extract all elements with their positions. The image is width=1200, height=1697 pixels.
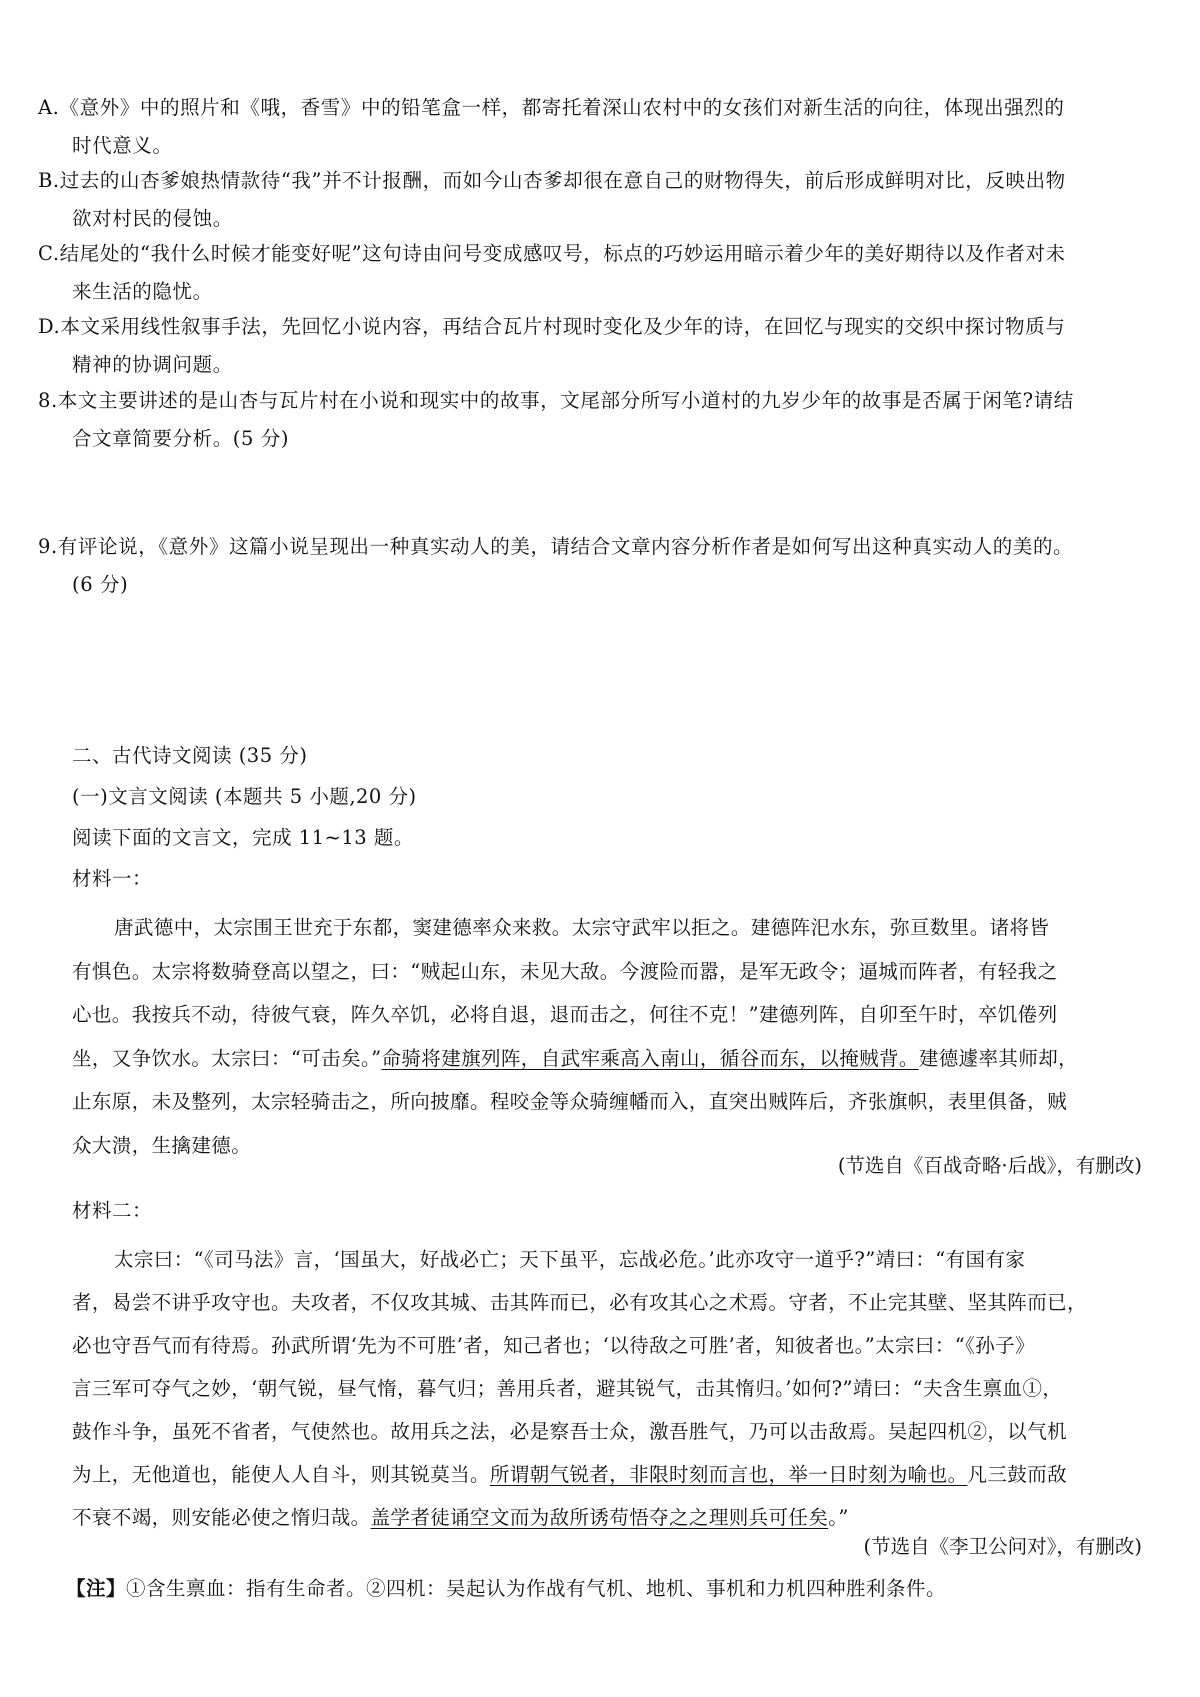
passage-text: 不衰不竭，则安能必使之惰归哉。 [72, 1506, 371, 1529]
option-c [38, 235, 1150, 311]
passage-line [72, 1453, 1152, 1496]
passage-line: 有惧色。太宗将数骑登高以望之，曰：“贼起山东，未见大敌。今渡险而嚣，是军无政令；逼城而阵者，有轻我之 [72, 959, 1058, 983]
question-9-line1: 9.有评论说，《意外》这篇小说呈现出一种真实动人的美，请结合文章内容分析作者是如何写出这种真实动人的美的。 [38, 535, 1074, 558]
question-8-line1: 8.本文主要讲述的是山杏与瓦片村在小说和现实中的故事，文尾部分所写小道村的九岁少年的故事是否属于闲笔?请结 [38, 389, 1074, 412]
question-9 [38, 528, 1150, 604]
passage-line: 者，曷尝不讲乎攻守也。夫攻者，不仅攻其城、击其阵而已，必有攻其心之术焉。守者，不止完其壁、坚其阵而已， [72, 1291, 1087, 1314]
footnote-label: 【注】 [66, 1577, 127, 1600]
option-c-line2: 来生活的隐忧。 [72, 280, 213, 303]
instruction: 阅读下面的文言文，完成 11~13 题。 [72, 826, 414, 849]
passage-text: 凡三鼓而敌 [967, 1463, 1068, 1486]
underlined-sentence: 所谓朝气锐者，非限时刻而言也，举一日时刻为喻也。 [489, 1463, 968, 1486]
question-9-line2: (6 分) [72, 573, 129, 596]
passage-text: 坐，又争饮水。太宗曰：“可击矣。” [72, 1046, 382, 1070]
option-d-line2: 精神的协调问题。 [72, 353, 233, 376]
question-8 [38, 382, 1150, 458]
option-a-line1: A.《意外》中的照片和《哦，香雪》中的铅笔盒一样，都寄托着深山农村中的女孩们对新生活的向往，体现出强烈的 [38, 96, 1065, 119]
footnote [66, 1574, 946, 1604]
passage-line: 止东原，未及整列，太宗轻骑击之，所向披靡。程咬金等众骑缠幡而入，直突出贼阵后，齐张旗帜，表里俱备，贼 [72, 1090, 1068, 1113]
footnote-text: ①含生禀血：指有生命者。②四机：吴起认为作战有气机、地机、事机和力机四种胜利条件。 [126, 1577, 947, 1600]
material-2-source: (节选自《李卫公问对》，有删改) [863, 1535, 1142, 1558]
passage-line: 众大溃，生擒建德。 [72, 1133, 252, 1157]
passage-text: 为上，无他道也，能使人人自斗，则其锐莫当。 [72, 1463, 490, 1486]
passage-line: 必也守吾气而有待焉。孙武所谓‘先为不可胜’者，知己者也；‘以待敌之可胜’者，知彼者也。”太宗曰：“《孙子》 [72, 1334, 1035, 1357]
passage-line: 太宗曰：“《司马法》言，‘国虽大，好战必亡；天下虽平，忘战必危。’此亦攻守一道乎?”靖曰：“有国有家 [114, 1248, 1026, 1271]
option-d [38, 308, 1150, 384]
option-c-line1: C.结尾处的“我什么时候才能变好呢”这句诗由问号变成感叹号，标点的巧妙运用暗示着少年的美好期待以及作者对未 [38, 242, 1066, 265]
option-a-line2: 时代意义。 [72, 134, 173, 157]
option-b-line2: 欲对村民的侵蚀。 [72, 207, 233, 230]
passage-line: 鼓作斗争，虽死不省者，气使然也。故用兵之法，必是察吾士众，激吾胜气，乃可以击敌焉。吴起四机②，以气机 [72, 1420, 1068, 1443]
option-b [38, 162, 1150, 238]
passage-line: 言三军可夺气之妙，‘朝气锐，昼气惰，暮气归；善用兵者，避其锐气，击其惰归。’如何?”靖曰：“夫含生禀血①， [72, 1377, 1063, 1400]
passage-line [72, 1037, 1152, 1081]
material-2-passage [72, 1238, 1152, 1539]
material-2-label: 材料二： [72, 1199, 153, 1222]
material-1-source: (节选自《百战奇略·后战》，有删改) [837, 1154, 1142, 1177]
option-d-line1: D.本文采用线性叙事手法，先回忆小说内容，再结合瓦片村现时变化及少年的诗，在回忆与现实的交织中探讨物质与 [38, 315, 1066, 338]
passage-text: 。” [828, 1506, 849, 1529]
underlined-sentence: 盖学者徒诵空文而为敌所诱苟悟夺之之理则兵可任矣 [370, 1506, 829, 1529]
material-1-label: 材料一： [72, 867, 153, 890]
question-8-line2: 合文章简要分析。(5 分) [72, 427, 290, 450]
section-heading: 二、古代诗文阅读 (35 分) [72, 744, 308, 767]
passage-line: 心也。我按兵不动，待彼气衰，阵久卒饥，必将自退，退而击之，何往不克！”建德列阵，自卯至午时，卒饥倦列 [72, 1003, 1058, 1026]
underlined-sentence: 命骑将建旗列阵，自武牢乘高入南山，循谷而东，以掩贼背。 [381, 1046, 919, 1070]
option-a [38, 89, 1150, 165]
subsection-heading: (一)文言文阅读 (本题共 5 小题,20 分) [72, 785, 417, 808]
material-1-passage [72, 906, 1152, 1167]
option-b-line1: B.过去的山杏爹娘热情款待“我”并不计报酬，而如今山杏爹却很在意自己的财物得失，前后形成鲜明对比，反映出物 [38, 169, 1066, 192]
passage-text: 建德遽率其师却， [918, 1046, 1079, 1070]
passage-line: 唐武德中，太宗围王世充于东都，窦建德率众来救。太宗守武牢以拒之。建德阵汜水东，弥亘数里。诸将皆 [114, 916, 1050, 939]
